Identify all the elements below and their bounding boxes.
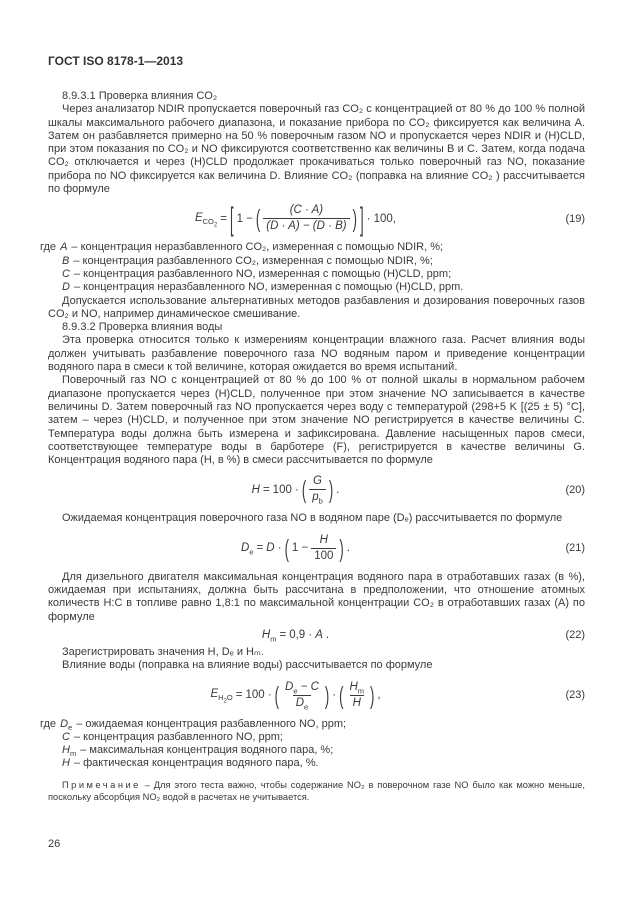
formula-21: [48, 534, 585, 563]
definition-row: C – концентрация разбавленного NO, ppm;: [62, 730, 283, 743]
equation-number-19: (19): [565, 212, 585, 225]
definition-row: где A – концентрация неразбавленного CO₂, измеренная с помощью NDIR, %;: [40, 241, 444, 254]
note-label: Примечание: [62, 779, 141, 790]
right-bracket: ]: [359, 200, 364, 238]
paragraph-water-influence: Влияние воды (поправка на влияние воды) рассчитывается по формуле: [62, 659, 433, 672]
equation-20: H = 100 · ( $\frac{G}{p_b}$ ) .: [251, 475, 340, 506]
fraction: $\frac{D_e - C}{D_e}$: [285, 680, 319, 711]
paragraph-co2-check: Через анализатор NDIR пропускается поверочный газ CO₂ с концентрацией от 80 % до 100 % полной шкалы максимального рабочего диапазона, и показание прибора по CO₂ фиксируется как величина A. Затем он разбавляется примерно на 50 % поверочным газом NO и пропускается через NDIR и (H)CLD, при этом показания по CO₂ и NO фиксируются соответственно как величины B и C. Затем, когда подача CO₂ отключается и через (H)CLD продолжает прокачиваться только поверочный газ NO, показание прибора по NO фиксируется как величина D. Влияние CO₂ (поправка на влияние CO₂ ) рассчитывается по формуле: [48, 103, 585, 196]
definition-row: D – концентрация неразбавленного NO, измеренная с помощью (H)CLD, ppm.: [62, 281, 464, 294]
right-paren: ): [324, 680, 330, 710]
paragraph-alternative-methods: Допускается использование альтернативных методов разбавления и дозирования поверочных газов CO₂ и NO, например динамическое смешивание.: [48, 294, 585, 320]
note-dash: –: [144, 779, 150, 790]
equation-19: $E_{CO_2}$ = [ 1 − ( $\frac{(C \cdot A)}{(D \cdot A) - (D \cdot B)}$ ) ] · 100,: [194, 200, 397, 238]
definition-row: B – концентрация разбавленного CO₂, измеренная с помощью NDIR, %;: [62, 254, 433, 267]
equation-21: $D_e$ = D · ( 1 − $\frac{H}{100}$ ) .: [241, 533, 350, 563]
equation-23: $E_{H_2O}$ = 100 · ( $\frac{D_e - C}{D_e}$ ) · ( $\frac{H_m}{H}$ ) ,: [210, 680, 381, 711]
fraction: $\frac{(C \cdot A)}{(D \cdot A) - (D \cdot B)}$: [263, 204, 349, 233]
left-paren: (: [301, 475, 307, 505]
paragraph-register-values: Зарегистрировать значения H, Dₑ и Hₘ.: [62, 645, 264, 658]
right-paren: ): [370, 680, 375, 710]
fraction: $\frac{G}{p_b}$: [309, 475, 326, 504]
definition-row: где $D_e$ – ожидаемая концентрация разбавленного NO, ppm;: [40, 717, 347, 732]
fraction: $\frac{H}{100}$: [311, 534, 336, 563]
left-paren: (: [339, 680, 344, 710]
left-paren: (: [284, 533, 289, 563]
section-heading-8-9-3-1: 8.9.3.1 Проверка влияния CO₂: [62, 90, 218, 102]
page-number: 26: [48, 838, 61, 850]
left-bracket: [: [229, 200, 234, 238]
paragraph-water-check-procedure: Поверочный газ NO с концентрацией от 80 % до 100 % от полной шкалы в нормальном рабочем диапазоне пропускается через (H)CLD, полученное при этом значение NO записывается в качестве величины D. Затем поверочный газ NO пропускается через воду с температурой (298+5 K [(25 ± 5) °C], затем – через (H)CLD, и полученное при этом значение NO регистрируется в качестве величины C. Температура воды должна быть измерена и зафиксирована. Давление насыщенных паров смеси, соответствующее температуре воды в барботере (F), регистрируется в качестве величины G. Концентрация водяного пара (H, в %) в смеси рассчитывается по формуле: [48, 374, 585, 467]
document-header: ГОСТ ISO 8178-1—2013: [48, 54, 184, 68]
right-paren: ): [339, 533, 344, 563]
formula-23: [48, 681, 585, 710]
left-paren: (: [274, 680, 279, 710]
formula-19: [48, 200, 585, 238]
equation-number-22: (22): [565, 628, 585, 641]
formula-20: [48, 475, 585, 504]
note-text: Для этого теста важно, чтобы содержание NO₂ в поверочном газе NO было как можно меньше, поскольку абсорбция NO₂ водой в расчетах не учитывается.: [48, 779, 585, 802]
formula-22: [48, 628, 585, 644]
definition-list-1: [40, 241, 585, 294]
equation-number-23: (23): [565, 689, 585, 701]
definition-list-2: [40, 717, 585, 771]
left-paren: (: [255, 204, 261, 234]
definition-row: $H_m$ – максимальная концентрация водяного пара, %;: [62, 744, 334, 759]
paragraph-water-check-intro: Эта проверка относится только к измерениям концентрации влажного газа. Расчет влияния воды должен учитывать разбавление поверочного газа NO водяным паром и приведение концентрации водяного пара в смеси к той величине, которая ожидается во время испытаний.: [48, 334, 585, 374]
equation-number-21: (21): [565, 542, 585, 555]
note-block: [48, 779, 585, 803]
right-paren: ): [328, 475, 334, 505]
equation-number-20: (20): [565, 483, 585, 496]
section-heading-8-9-3-2: 8.9.3.2 Проверка влияния воды: [62, 321, 223, 334]
definition-row: C – концентрация разбавленного NO, измеренная с помощью (H)CLD, ppm;: [62, 267, 452, 280]
right-paren: ): [352, 204, 357, 234]
paragraph-expected-no: Ожидаемая концентрация поверочного газа NO в водяном паре (Dₑ) рассчитывается по формуле: [62, 512, 563, 525]
paragraph-diesel-max-water: Для дизельного двигателя максимальная концентрация водяного пара в отработавших газах (в %), ожидаемая при испытаниях, должна быть рассчитана в предположении, что отношение атомных количеств H:C в топливе равно 1,8:1 по максимальной концентрации CO₂ в отработавших газах (A) по формуле: [48, 570, 585, 623]
definition-row: H – фактическая концентрация водяного пара, %.: [62, 757, 319, 770]
fraction: $\frac{H_m}{H}$: [349, 680, 364, 709]
equation-22: $H_m$ = 0,9 · A .: [261, 628, 330, 644]
